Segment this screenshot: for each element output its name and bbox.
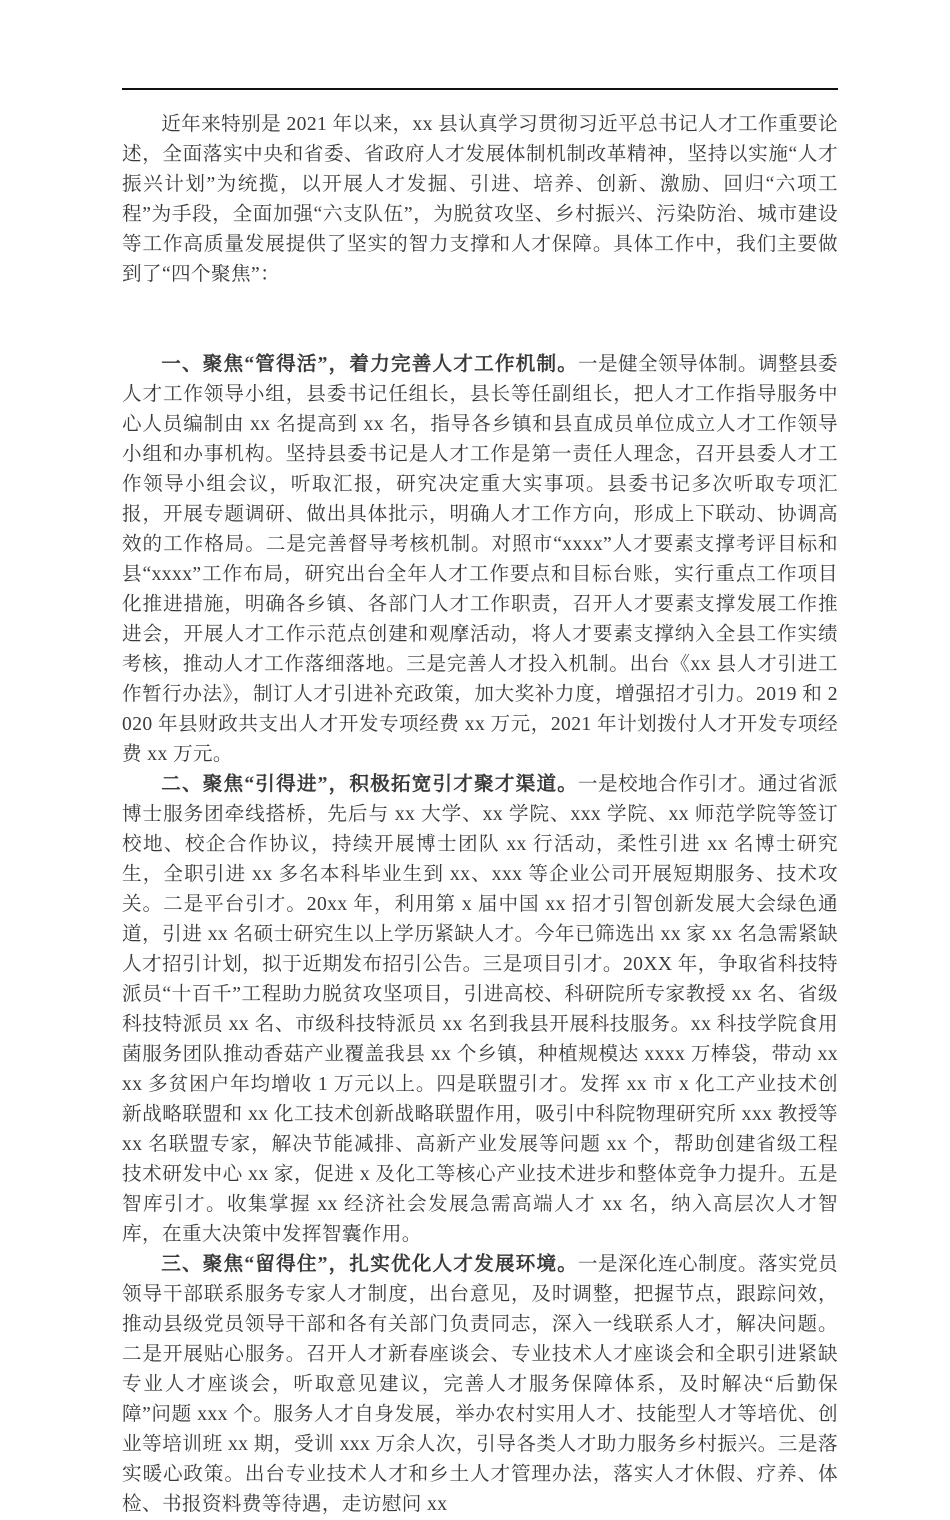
section-two-heading: 二、聚焦“引得进”，积极拓宽引才聚才渠道。 [161, 774, 579, 795]
paragraph-intro-text: 近年来特别是 2021 年以来，xx 县认真学习贯彻习近平总书记人才工作重要论述，全面落实中央和省委、省政府人才发展体制机制改革精神，坚持以实施“人才振兴计划”为统揽，以开展人才发掘、引进、培养、创新、激励、回归“六项工程”为手段，全面加强“六支队伍”，为脱贫攻坚、乡村振兴、污染防治、城市建设等工作高质量发展提供了坚实的智力支撑和人才保障。具体工作中，我们主要做到了“四个聚焦”： [122, 114, 838, 285]
section-three-heading: 三、聚焦“留得住”，扎实优化人才发展环境。 [161, 1254, 579, 1275]
section-one-text: 一是健全领导体制。调整县委人才工作领导小组，县委书记任组长，县长等任副组长，把人才工作指导服务中心人员编制由 xx 名提高到 xx 名，指导各乡镇和县直成员单位成立人才工作领导小组和办事机构。坚持县委书记是人才工作是第一责任人理念，召开县委人才工作领导小组会议，听取汇报，研究决定重大实事项。县委书记多次听取专项汇报，开展专题调研、做出具体批示，明确人才工作方向，形成上下联动、协调高效的工作格局。二是完善督导考核机制。对照市“xxxx”人才要素支撑考评目标和县“xxxx”工作布局，研究出台全年人才工作要点和目标台账，实行重点工作项目化推进措施，明确各乡镇、各部门人才工作职责，召开人才要素支撑发展工作推进会，开展人才工作示范点创建和观摩活动，将人才要素支撑纳入全县工作实绩考核，推动人才工作落细落地。三是完善人才投入机制。出台《xx 县人才引进工作暂行办法》，制订人才引进补充政策，加大奖补力度，增强招才引力。2019 和 2020 年县财政共支出人才开发专项经费 xx 万元，2021 年计划拨付人才开发专项经费 xx 万元。 [122, 354, 838, 765]
paragraph-intro [122, 110, 838, 290]
header-separator-rule [122, 88, 838, 90]
paragraph-section-three [122, 1250, 838, 1520]
paragraph-section-one [122, 350, 838, 770]
document-body [122, 110, 838, 1520]
section-two-text: 一是校地合作引才。通过省派博士服务团牵线搭桥，先后与 xx 大学、xx 学院、xxx 学院、xx 师范学院等签订校地、校企合作协议，持续开展博士团队 xx 行活动，柔性引进 xx 名博士研究生，全职引进 xx 多名本科毕业生到 xx、xxx 等企业公司开展短期服务、技术攻关。二是平台引才。20xx 年，利用第 x 届中国 xx 招才引智创新发展大会绿色通道，引进 xx 名硕士研究生以上学历紧缺人才。今年已筛选出 xx 家 xx 名急需紧缺人才招引计划，拟于近期发布招引公告。三是项目引才。20XX 年，争取省科技特派员“十百千”工程助力脱贫攻坚项目，引进高校、科研院所专家教授 xx 名、省级科技特派员 xx 名、市级科技特派员 xx 名到我县开展科技服务。xx 科技学院食用菌服务团队推动香菇产业覆盖我县 xx 个乡镇，种植规模达 xxxx 万棒袋，带动 xxxx 多贫困户年均增收 1 万元以上。四是联盟引才。发挥 xx 市 x 化工产业技术创新战略联盟和 xx 化工技术创新战略联盟作用，吸引中科院物理研究所 xxx 教授等 xx 名联盟专家，解决节能减排、高新产业发展等问题 xx 个，帮助创建省级工程技术研发中心 xx 家，促进 x 及化工等核心产业技术进步和整体竞争力提升。五是智库引才。收集掌握 xx 经济社会发展急需高端人才 xx 名，纳入高层次人才智库，在重大决策中发挥智囊作用。 [122, 774, 838, 1245]
paragraph-section-two [122, 770, 838, 1250]
section-one-heading: 一、聚焦“管得活”，着力完善人才工作机制。 [161, 354, 579, 375]
section-three-text: 一是深化连心制度。落实党员领导干部联系服务专家人才制度，出台意见，及时调整，把握节点，跟踪问效，推动县级党员领导干部和各有关部门负责同志，深入一线联系人才，解决问题。二是开展贴心服务。召开人才新春座谈会、专业技术人才座谈会和全职引进紧缺专业人才座谈会，听取意见建议，完善人才服务保障体系，及时解决“后勤保障”问题 xxx 个。服务人才自身发展，举办农村实用人才、技能型人才等培优、创业等培训班 xx 期，受训 xxx 万余人次，引导各类人才助力服务乡村振兴。三是落实暖心政策。出台专业技术人才和乡土人才管理办法，落实人才休假、疗养、体检、书报资料费等待遇，走访慰问 xx [122, 1254, 838, 1515]
